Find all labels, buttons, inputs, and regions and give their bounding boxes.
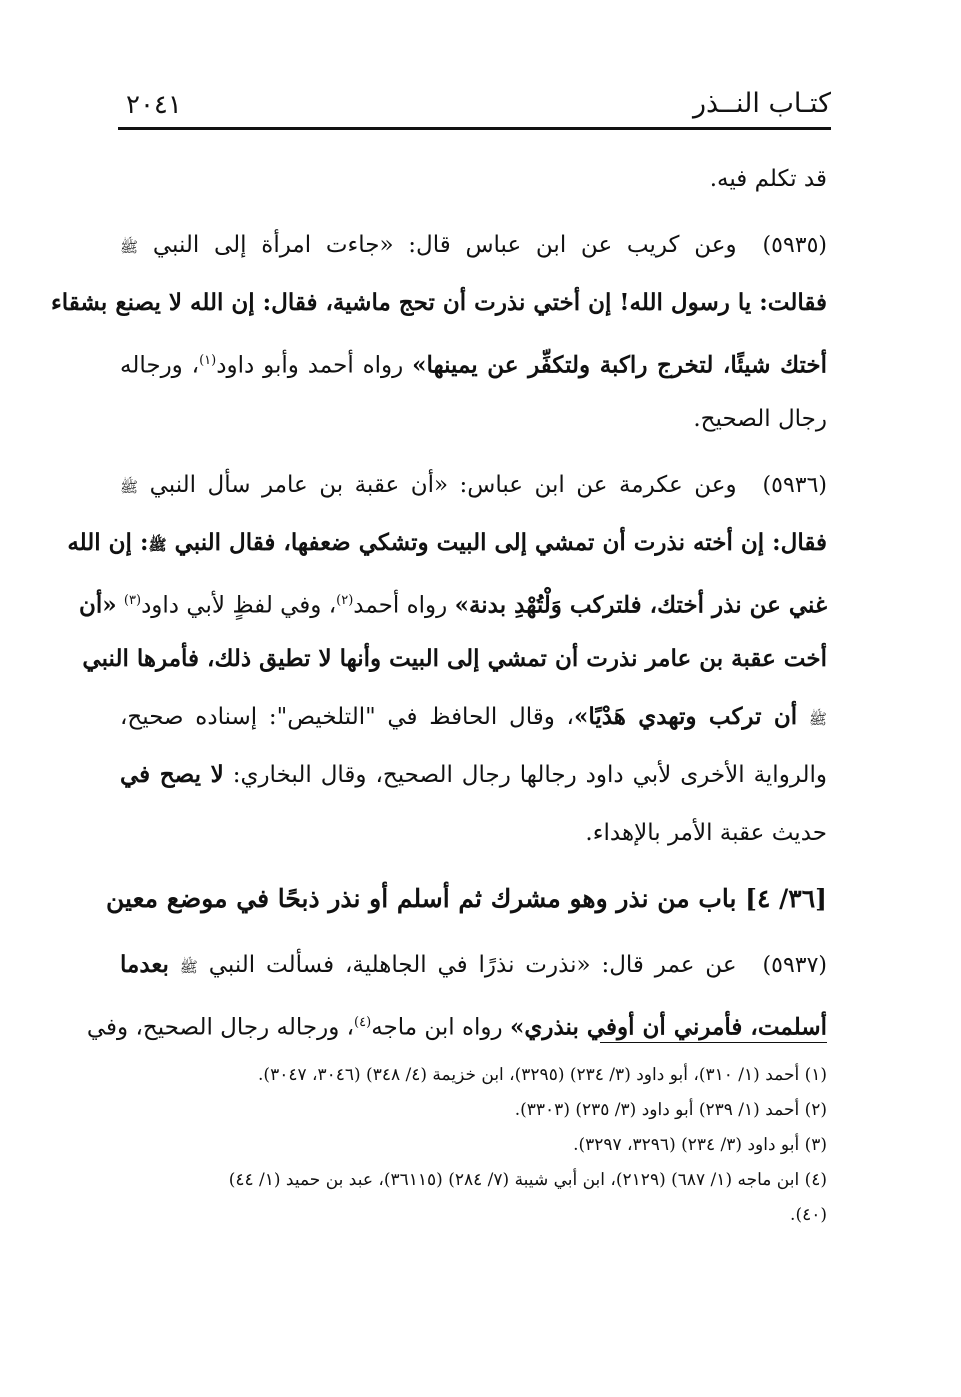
page-number: ٢٠٤١ — [126, 90, 182, 120]
hadith-number: (٥٩٣٥) — [762, 233, 827, 258]
footnote-3: (٣) أبو داود (٣/ ٢٣٤) (٣٢٩٦، ٣٢٩٧). — [573, 1135, 827, 1155]
footnote-ref: (٢) — [336, 593, 354, 608]
hadith-5935-line-3: أختك شيئًا، لتخرج راكبة ولتكفِّر عن يمينها» رواه أحمد وأبو داود$^{(١)}$، ورجاله — [120, 351, 827, 379]
footnote-4-continued: (٤٠). — [790, 1205, 827, 1225]
footnote-4: (٤) ابن ماجه (١/ ٦٨٧) (٢١٢٩)، ابن أبي شيبة (٧/ ٢٨٤) (٣٦١١٥)، عبد بن حميد (١/ ٤٤) — [228, 1170, 827, 1190]
chapter-heading: [٣٦/ ٤] باب من نذر وهو مشرك ثم أسلم أو نذر ذبحًا في موضع معين — [106, 884, 827, 913]
header-rule — [118, 127, 831, 130]
footnote-separator — [600, 1042, 827, 1043]
hadith-5937-line-2: أسلمت، فأمرني أن أوفي بنذري» رواه ابن ماجه$^{(٤)}$، ورجاله رجال الصحيح، وفي — [86, 1013, 827, 1041]
main-text — [50, 150, 827, 1052]
footnote-ref: (٣) — [123, 593, 142, 608]
hadith-5936-line-2: فقال: إن أخته نذرت أن تمشي إلى البيت وتشكي ضعفها، فقال النبي ﷺ: إن الله — [67, 529, 827, 556]
footnote-ref: (٤) — [354, 1015, 372, 1030]
footnote-2: (٢) أحمد (١/ ٢٣٩) أبو داود (٣/ ٢٣٥) (٣٣٠٣). — [514, 1100, 827, 1120]
salutation-glyph: ﷺ — [120, 238, 139, 256]
hadith-5936-line-7: حديث عقبة الأمر بالإهداء. — [585, 820, 827, 846]
salutation-glyph: ﷺ — [148, 536, 167, 554]
hadith-5935-line-2: فقالت: يا رسول الله! إن أختي نذرت أن تحج ماشية، فقال: إن الله لا يصنع بشقاء — [50, 289, 827, 316]
hadith-5935-line-4: رجال الصحيح. — [693, 406, 827, 432]
book-title: كتـاب النــذر — [692, 88, 831, 119]
hadith-5936-line-1: (٥٩٣٦)وعن عكرمة عن ابن عباس: «أن عقبة بن عامر سأل النبي ﷺ — [120, 472, 827, 498]
hadith-number: (٥٩٣٧) — [762, 953, 827, 978]
salutation-glyph: ﷺ — [808, 710, 827, 728]
hadith-5937-line-1: (٥٩٣٧)عن عمر قال: «نذرت نذرًا في الجاهلية، فسألت النبي ﷺ بعدما — [120, 951, 827, 978]
footnote-ref: (١) — [199, 353, 217, 368]
hadith-5935-line-1: (٥٩٣٥)وعن كريب عن ابن عباس قال: «جاءت امرأة إلى النبي ﷺ — [120, 232, 827, 258]
hadith-5936-line-3: غني عن نذر أختك، فلتركب وَلْتُهْدِ بدنة» رواه أحمد$^{(٢)}$، وفي لفظٍ لأبي داود$^{(٣)}$ «أن — [78, 591, 827, 619]
running-header — [118, 88, 831, 128]
hadith-number: (٥٩٣٦) — [762, 473, 827, 498]
salutation-glyph: ﷺ — [120, 478, 139, 496]
hadith-5936-line-4: أخت عقبة بن عامر نذرت أن تمشي إلى البيت وأنها لا تطيق ذلك، فأمرها النبي — [82, 645, 827, 672]
hadith-5936-line-6: والرواية الأخرى لأبي داود رجالها رجال الصحيح، وقال البخاري: لا يصح في — [120, 761, 827, 788]
text-line: قد تكلم فيه. — [709, 166, 827, 192]
hadith-5936-line-5: ﷺ أن تركب وتهدي هَدْيًا»، وقال الحافظ في "التلخيص": إسناده صحيح، — [120, 703, 827, 730]
salutation-glyph: ﷺ — [179, 958, 198, 976]
footnotes — [140, 1058, 827, 1233]
footnote-1: (١) أحمد (١/ ٣١٠)، أبو داود (٣/ ٢٣٤) (٣٢٩٥)، ابن خزيمة (٤/ ٣٤٨) (٣٠٤٦، ٣٠٤٧). — [258, 1065, 827, 1085]
